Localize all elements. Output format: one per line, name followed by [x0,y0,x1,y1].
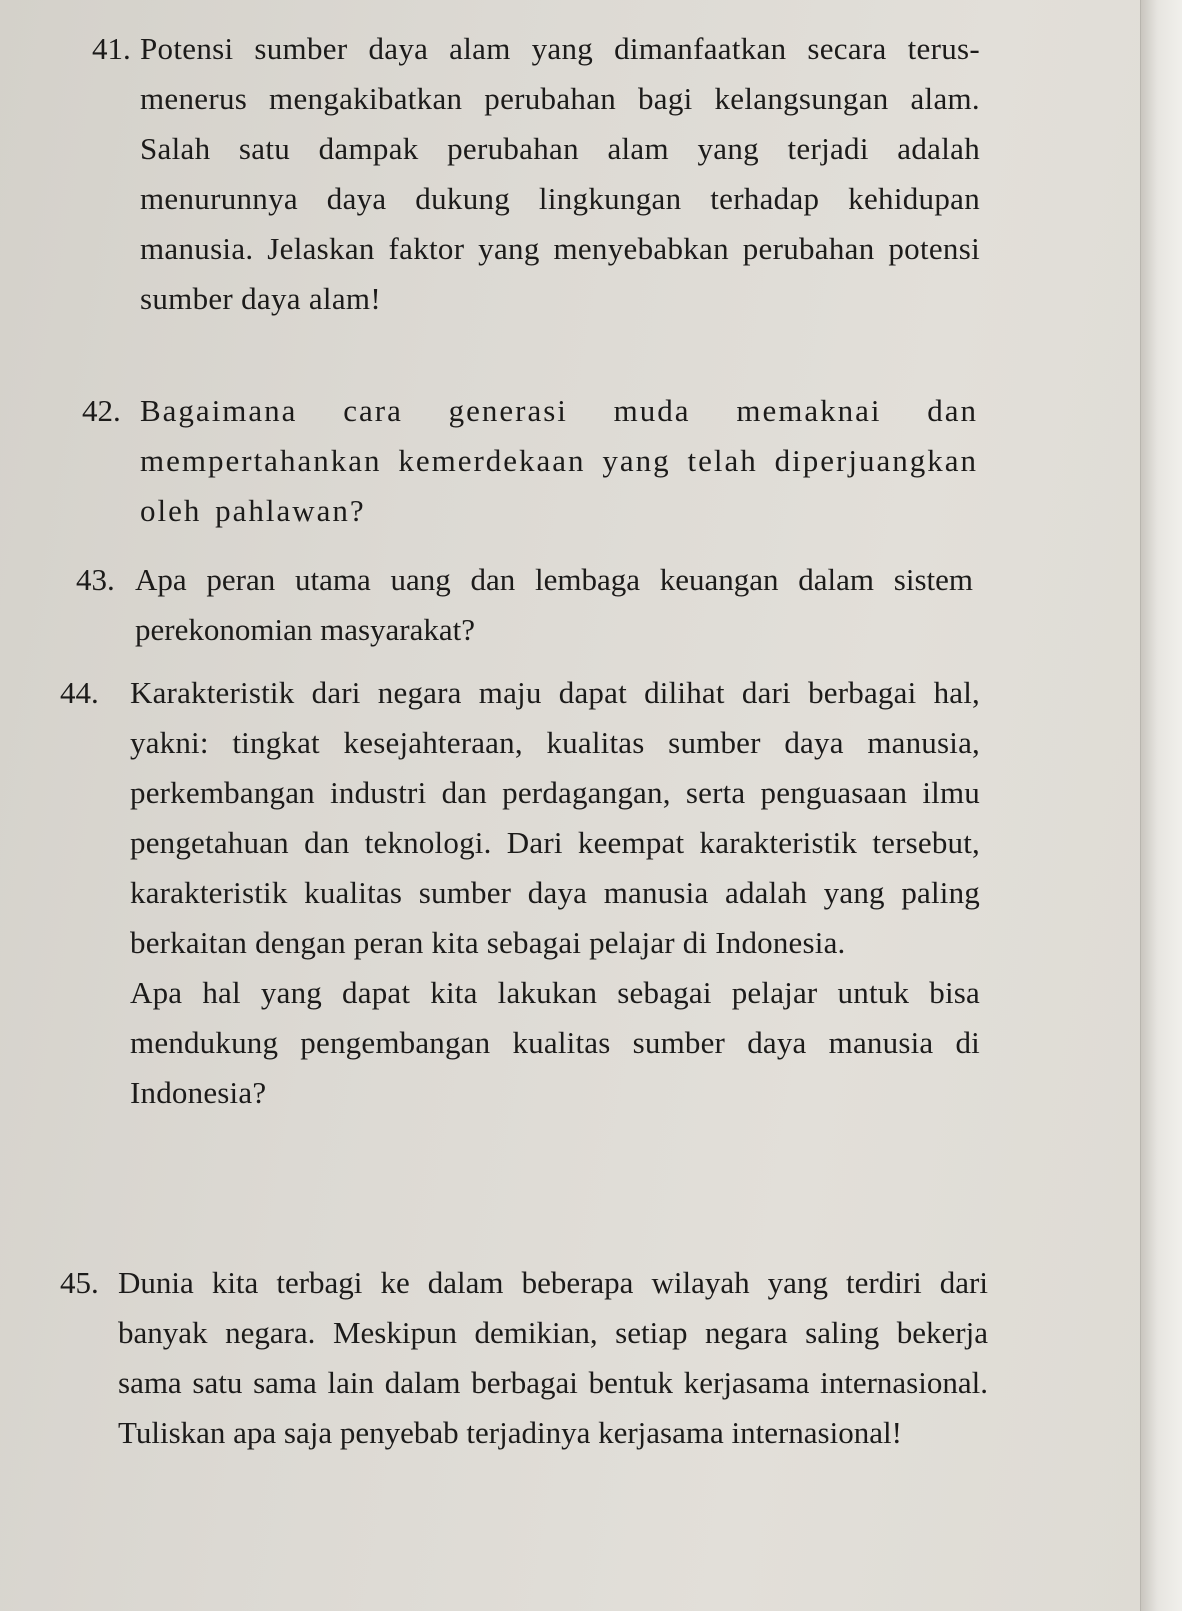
question-number: 43. [76,562,115,597]
question-number: 42. [82,393,121,428]
question-paragraph: Apa hal yang dapat kita lakukan sebagai pelajar untuk bisa mendukung pengembangan kualitas sumber daya manusia di Indonesia? [130,975,980,1110]
question-paragraph: Karakteristik dari negara maju dapat dilihat dari berbagai hal, yakni: tingkat kesejahteraan, kualitas sumber daya manusia, perkembangan industri dan perdagangan, serta penguasaan ilmu pengetahuan dan teknologi. Dari keempat karakteristik tersebut, karakteristik kualitas sumber daya manusia adalah yang paling berkaitan dengan peran kita sebagai pelajar di Indonesia. [130,675,980,960]
question-text [140,24,980,324]
question-paragraph: Apa peran utama uang dan lembaga keuangan dalam sistem perekonomian masyarakat? [135,562,973,647]
question-number: 44. [60,675,99,710]
question-paragraph: Potensi sumber daya alam yang dimanfaatkan secara terus-menerus mengakibatkan perubahan bagi kelangsungan alam. Salah satu dampak perubahan alam yang terjadi adalah menurunnya daya dukung lingkungan terhadap kehidupan manusia. Jelaskan faktor yang menyebabkan perubahan potensi sumber daya alam! [140,31,980,316]
question-text [130,668,980,1118]
question-text [118,1258,988,1458]
question-number: 45. [60,1265,99,1300]
question-text [135,555,973,655]
question-text [140,386,978,536]
question-number: 41. [92,31,131,66]
question-paragraph: Bagaimana cara generasi muda memaknai dan mempertahankan kemerdekaan yang telah diperjuangkan oleh pahlawan? [140,393,978,528]
question-paragraph: Dunia kita terbagi ke dalam beberapa wilayah yang terdiri dari banyak negara. Meskipun demikian, setiap negara saling bekerja sama satu sama lain dalam berbagai bentuk kerjasama internasional. Tuliskan apa saja penyebab terjadinya kerjasama internasional! [118,1265,988,1450]
page-edge [1140,0,1182,1611]
